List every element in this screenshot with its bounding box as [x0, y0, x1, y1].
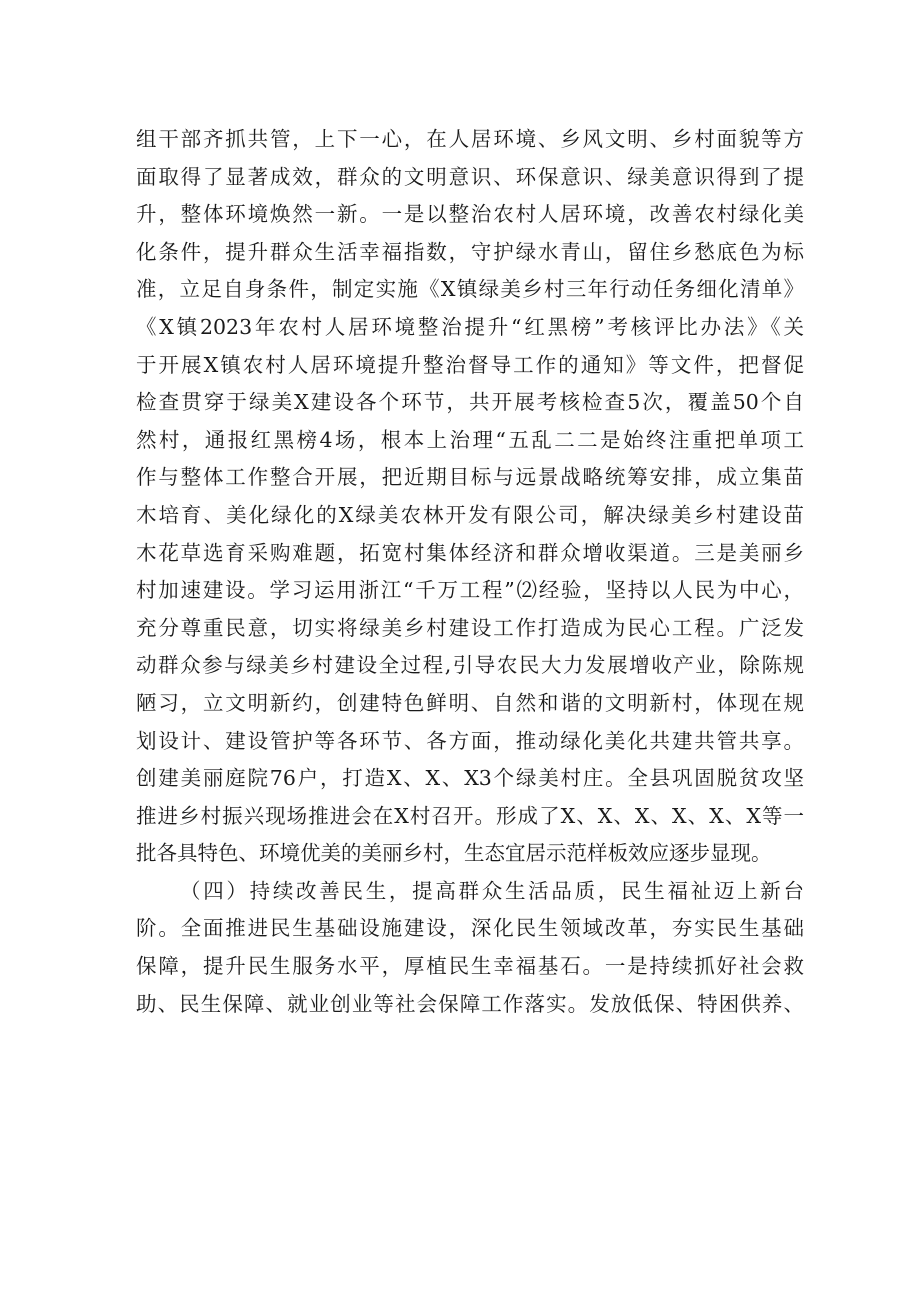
- text-line: 于开展X镇农村人居环境提升整治督导工作的通知》等文件，把督促: [136, 352, 804, 377]
- text-line: 然村，通报红黑榜4场，根本上治理“五乱二二是始终注重把单项工: [136, 427, 804, 452]
- text-line: 划设计、建设管护等各环节、各方面，推动绿化美化共建共管共享。: [136, 728, 804, 753]
- text-line: 动群众参与绿美乡村建设全过程,引导农民大力发展增收产业，除陈规: [136, 653, 804, 678]
- text-line: 准，立足自身条件，制定实施《X镇绿美乡村三年行动任务细化清单》: [136, 277, 804, 302]
- text-line: 《X镇2023年农村人居环境整治提升“红黑榜”考核评比办法》《关: [136, 314, 804, 339]
- text-line: 面取得了显著成效，群众的文明意识、环保意识、绿美意识得到了提: [136, 164, 804, 189]
- text-line: 批各具特色、环境优美的美丽乡村，生态宜居示范样板效应逐步显现。: [136, 841, 772, 866]
- text-line: 升，整体环境焕然一新。一是以整治农村人居环境，改善农村绿化美: [136, 202, 804, 227]
- text-line: 推进乡村振兴现场推进会在X村召开。形成了X、X、X、X、X、X等一: [136, 803, 804, 828]
- section-heading-line: （四）持续改善民生，提高群众生活品质，民生福祉迈上新台: [180, 878, 804, 903]
- text-line: 创建美丽庭院76户，打造X、X、X3个绿美村庄。全县巩固脱贫攻坚: [136, 766, 804, 791]
- text-line: 检查贯穿于绿美X建设各个环节，共开展考核检查5次，覆盖50个自: [136, 390, 804, 415]
- body-text: [136, 121, 804, 1023]
- text-line: 木培育、美化绿化的X绿美农林开发有限公司，解决绿美乡村建设苗: [136, 502, 804, 527]
- text-line: 村加速建设。学习运用浙江“千万工程”⑵经验，坚持以人民为中心，: [136, 578, 804, 603]
- text-line: 充分尊重民意，切实将绿美乡村建设工作打造成为民心工程。广泛发: [136, 615, 804, 640]
- text-line: 陋习，立文明新约，创建特色鲜明、自然和谐的文明新村，体现在规: [136, 690, 804, 715]
- text-line: 阶。全面推进民生基础设施建设，深化民生领域改革，夯实民生基础: [136, 916, 804, 941]
- text-line: 化条件，提升群众生活幸福指数，守护绿水青山，留住乡愁底色为标: [136, 239, 804, 264]
- text-line: 保障，提升民生服务水平，厚植民生幸福基石。一是持续抓好社会救: [136, 954, 804, 979]
- text-line: 助、民生保障、就业创业等社会保障工作落实。发放低保、特困供养、: [136, 991, 804, 1016]
- text-line: 木花草选育采购难题，拓宽村集体经济和群众增收渠道。三是美丽乡: [136, 540, 804, 565]
- text-line: 组干部齐抓共管，上下一心，在人居环境、乡风文明、乡村面貌等方: [136, 127, 804, 151]
- text-line: 作与整体工作整合开展，把近期目标与远景战略统筹安排，成立集苗: [136, 465, 804, 490]
